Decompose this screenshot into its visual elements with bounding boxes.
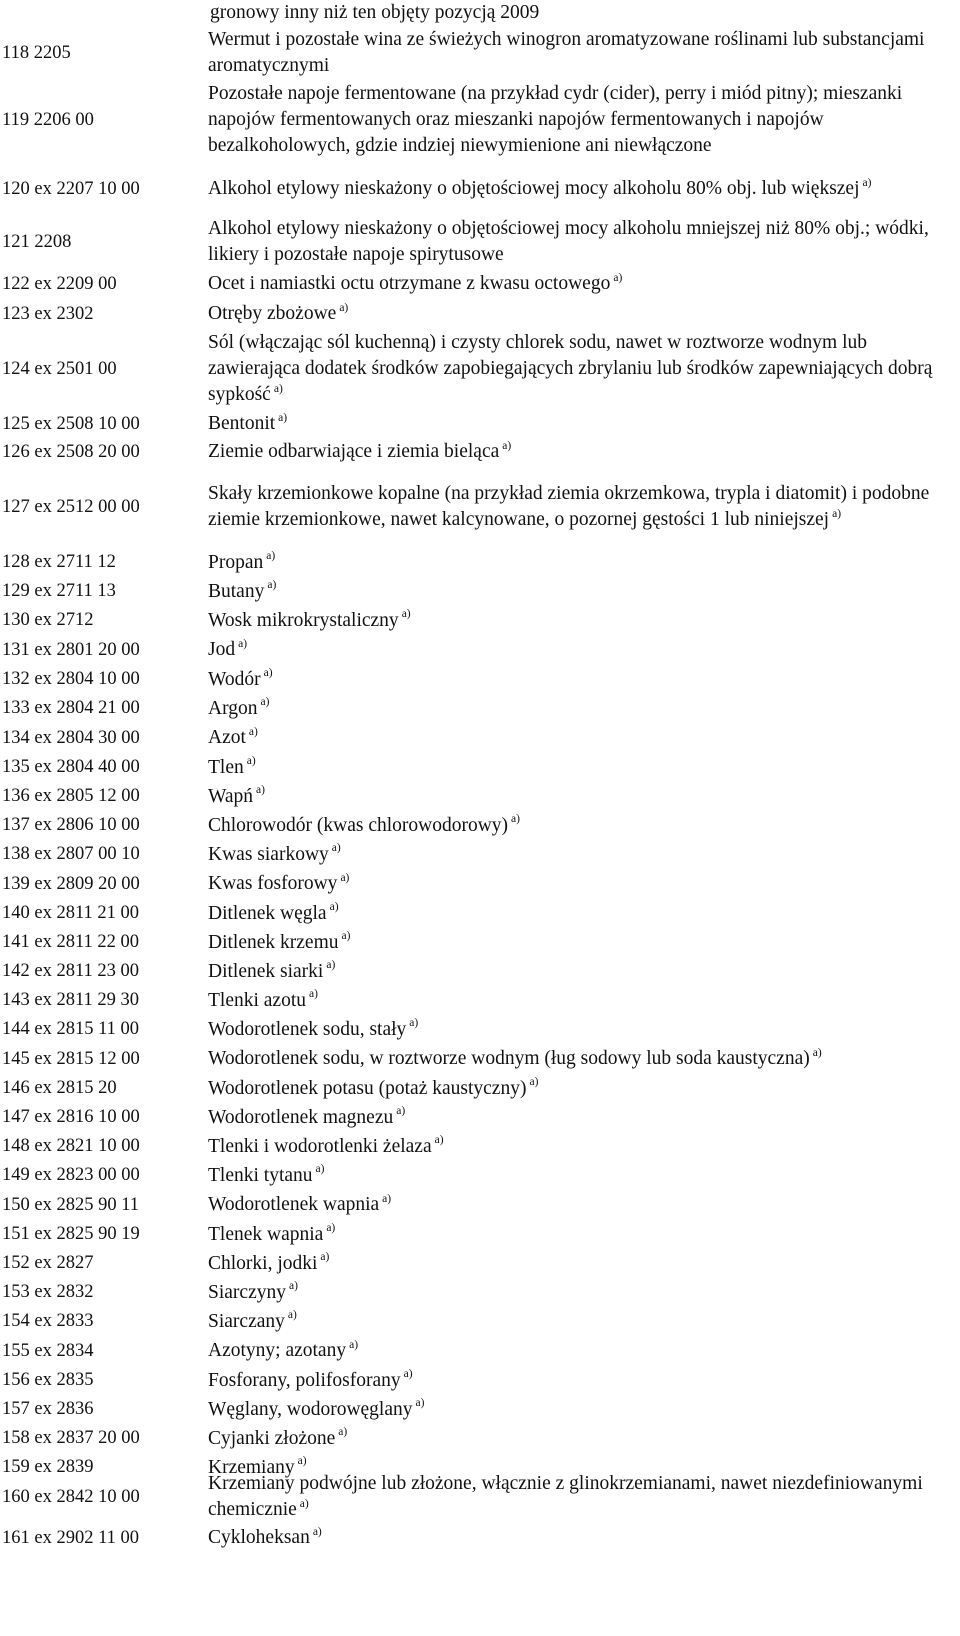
- tariff-code: 160 ex 2842 10 00: [2, 1486, 140, 1507]
- goods-description: [200, 930, 952, 956]
- description-text: Skały krzemionkowe kopalne (na przykład ziemia okrzemkowa, trypla i diatomit) i podobne ziemie krzemionkowe, nawet kalcynowane, o pozornej gęstości 1 lub niniejszej: [208, 483, 930, 530]
- table-row: [0, 753, 960, 782]
- table-row: [0, 723, 960, 753]
- tariff-code: 137 ex 2806 10 00: [2, 815, 140, 835]
- description-text: Tlenki azotu: [208, 989, 307, 1011]
- goods-description: [200, 959, 952, 985]
- table-row: [0, 899, 960, 928]
- description-text: Krzemiany podwójne lub złożone, włącznie z glinokrzemianami, nawet niezdefiniowanymi chemicznie: [208, 1473, 923, 1520]
- goods-description: [200, 667, 952, 693]
- goods-description: [200, 411, 952, 437]
- description-text: Kwas siarkowy: [208, 843, 329, 865]
- goods-description: [200, 271, 952, 297]
- tariff-code: 126 ex 2508 20 00: [2, 441, 140, 462]
- goods-description: [200, 871, 952, 897]
- tariff-code: 149 ex 2823 00 00: [2, 1165, 140, 1185]
- footnote-marker: a): [409, 1017, 419, 1029]
- tariff-code: 135 ex 2804 40 00: [2, 757, 140, 777]
- footnote-marker: a): [297, 1455, 307, 1467]
- footnote-marker: a): [434, 1134, 444, 1146]
- footnote-marker: a): [312, 1525, 322, 1538]
- tariff-code: 144 ex 2815 11 00: [2, 1019, 140, 1039]
- goods-description: [200, 637, 952, 663]
- description-text: Ditlenek krzemu: [208, 931, 339, 953]
- goods-description: [200, 81, 952, 159]
- table-row: [0, 869, 960, 899]
- goods-description: [200, 481, 952, 533]
- goods-description: [200, 1525, 952, 1551]
- goods-description: [200, 1368, 952, 1394]
- goods-description: [200, 755, 952, 781]
- description-text: Chlorowodór (kwas chlorowodorowy): [208, 814, 509, 836]
- description-text: Wapń: [208, 785, 253, 807]
- tariff-code: 145 ex 2815 12 00: [2, 1048, 140, 1069]
- footnote-marker: a): [340, 871, 350, 884]
- tariff-code: 129 ex 2711 13: [2, 581, 116, 601]
- table-row: [0, 635, 960, 665]
- goods-description: [200, 1076, 952, 1102]
- footnote-marker: a): [326, 1222, 336, 1234]
- footnote-marker: a): [812, 1046, 822, 1059]
- tariff-code: 141 ex 2811 22 00: [2, 932, 140, 952]
- goods-description: [200, 813, 952, 839]
- table-row: [0, 928, 960, 957]
- table-row: [0, 78, 960, 162]
- description-text: Tlen: [208, 756, 244, 778]
- table-row: [0, 1249, 960, 1278]
- goods-description: [200, 301, 952, 327]
- tariff-code: 152 ex 2827: [2, 1253, 94, 1273]
- description-text: Wosk mikrokrystaliczny: [208, 609, 399, 631]
- tariff-code: 119 2206 00: [2, 109, 94, 130]
- footnote-marker: a): [329, 901, 339, 913]
- table-row: [0, 1074, 960, 1103]
- tariff-code: 153 ex 2832: [2, 1282, 94, 1302]
- tariff-code: 132 ex 2804 10 00: [2, 669, 140, 689]
- table-row: [0, 328, 960, 410]
- footnote-marker: a): [260, 696, 270, 708]
- table-row: [0, 1190, 960, 1220]
- footnote-marker: a): [320, 1251, 330, 1263]
- tariff-code: 146 ex 2815 20: [2, 1078, 117, 1098]
- goods-description: [200, 901, 952, 927]
- table-row: [0, 782, 960, 811]
- table-row: [0, 1424, 960, 1453]
- description-text: Propan: [208, 551, 264, 573]
- description-text: Azot: [208, 727, 246, 748]
- tariff-code: 133 ex 2804 21 00: [2, 698, 140, 718]
- description-text: Wodorotlenek magnezu: [208, 1106, 394, 1128]
- description-text: Sól (włączając sól kuchenną) i czysty chlorek sodu, nawet w roztworze wodnym lub zawierająca dodatek środków zapobiegających zbrylaniu lub środków zapewniających dobrą sypkość: [208, 332, 933, 405]
- description-text: Wodorotlenek sodu, stały: [208, 1018, 407, 1040]
- footnote-marker: a): [288, 1280, 298, 1292]
- description-text: Pozostałe napoje fermentowane (na przykład cydr (cider), perry i miód pitny); mieszanki napojów fermentowanych oraz mieszanki napojów fermentowanych i napojów bezalkoholowych, gdzie indziej niewymienione ani niewłączone: [208, 83, 903, 156]
- description-text: Cyjanki złożone: [208, 1427, 336, 1449]
- table-row: [0, 665, 960, 694]
- tariff-code: 156 ex 2835: [2, 1370, 94, 1390]
- tariff-code: 136 ex 2805 12 00: [2, 786, 140, 806]
- footnote-marker: a): [396, 1105, 406, 1117]
- description-text: Wodorotlenek potasu (potaż kaustyczny): [208, 1077, 527, 1099]
- tariff-code: 118 2205: [2, 42, 71, 63]
- footnote-marker: a): [278, 411, 288, 424]
- goods-description: [200, 176, 952, 202]
- table-row: [0, 1473, 960, 1520]
- table-row: [0, 1132, 960, 1161]
- tariff-code: 125 ex 2508 10 00: [2, 413, 140, 434]
- description-text: Ziemie odbarwiające i ziemia bieląca: [208, 441, 500, 462]
- tariff-list: [0, 28, 960, 1564]
- table-row: [0, 548, 960, 577]
- table-row: [0, 466, 960, 548]
- tariff-code: 122 ex 2209 00: [2, 273, 117, 294]
- table-row: [0, 1366, 960, 1395]
- goods-description: [200, 1309, 952, 1335]
- footnote-marker: a): [326, 959, 336, 971]
- footnote-marker: a): [238, 637, 248, 650]
- footnote-marker: a): [299, 1497, 309, 1510]
- table-row: [0, 28, 960, 78]
- goods-description: [200, 1397, 952, 1423]
- goods-description: [200, 842, 952, 868]
- tariff-code: 161 ex 2902 11 00: [2, 1527, 140, 1548]
- description-text: Tlenki tytanu: [208, 1164, 313, 1186]
- footnote-marker: a): [331, 842, 341, 854]
- footnote-marker: a): [511, 813, 520, 825]
- continuation-line: gronowy inny niż ten objęty pozycją 2009: [210, 2, 540, 23]
- tariff-code: 148 ex 2821 10 00: [2, 1136, 140, 1156]
- tariff-code: 147 ex 2816 10 00: [2, 1107, 140, 1127]
- goods-description: [200, 608, 952, 634]
- footnote-marker: a): [832, 507, 842, 520]
- goods-description: [200, 1338, 952, 1364]
- footnote-marker: a): [267, 579, 277, 591]
- table-row: [0, 1103, 960, 1132]
- description-text: Tlenki i wodorotlenki żelaza: [208, 1135, 432, 1157]
- table-row: [0, 1395, 960, 1424]
- footnote-marker: a): [502, 439, 512, 452]
- footnote-marker: a): [246, 755, 256, 767]
- description-text: Tlenek wapnia: [208, 1223, 324, 1245]
- footnote-marker: a): [248, 725, 258, 738]
- tariff-code: 139 ex 2809 20 00: [2, 873, 140, 894]
- description-text: Ditlenek siarki: [208, 960, 324, 982]
- description-text: Siarczany: [208, 1310, 285, 1332]
- goods-description: [200, 216, 952, 268]
- description-text: Węglany, wodorowęglany: [208, 1398, 413, 1420]
- goods-description: [200, 1163, 952, 1189]
- table-row: [0, 811, 960, 840]
- tariff-code: 131 ex 2801 20 00: [2, 639, 140, 660]
- description-text: Jod: [208, 639, 236, 660]
- footnote-marker: a): [862, 176, 872, 189]
- footnote-marker: a): [529, 1076, 539, 1088]
- description-text: Cykloheksan: [208, 1527, 310, 1548]
- table-row: [0, 840, 960, 869]
- goods-description: [200, 1192, 952, 1218]
- footnote-marker: a): [256, 784, 265, 796]
- tariff-code: 150 ex 2825 90 11: [2, 1194, 140, 1215]
- tariff-code: 121 2208: [2, 231, 72, 252]
- goods-description: [200, 1251, 952, 1277]
- description-text: Wodorotlenek wapnia: [208, 1194, 380, 1215]
- goods-description: [200, 1105, 952, 1131]
- footnote-marker: a): [349, 1338, 359, 1351]
- table-row: [0, 606, 960, 635]
- tariff-code: 134 ex 2804 30 00: [2, 727, 140, 748]
- description-text: Ocet i namiastki octu otrzymane z kwasu octowego: [208, 273, 611, 294]
- description-text: Wodór: [208, 668, 261, 690]
- table-row: [0, 216, 960, 268]
- description-text: Alkohol etylowy nieskażony o objętościowej mocy alkoholu mniejszej niż 80% obj.; wódki, likiery i pozostałe napoje spirytusowe: [208, 218, 929, 265]
- description-text: Chlorki, jodki: [208, 1252, 318, 1274]
- goods-description: [200, 27, 952, 79]
- goods-description: [200, 1046, 952, 1072]
- tariff-code: 140 ex 2811 21 00: [2, 903, 140, 923]
- tariff-code: 157 ex 2836: [2, 1399, 94, 1419]
- table-row: [0, 1161, 960, 1190]
- tariff-code: 154 ex 2833: [2, 1311, 94, 1331]
- footnote-marker: a): [339, 301, 349, 314]
- goods-description: [200, 1017, 952, 1043]
- footnote-marker: a): [341, 930, 351, 942]
- footnote-marker: a): [401, 608, 411, 620]
- tariff-code: 120 ex 2207 10 00: [2, 178, 140, 199]
- description-text: Argon: [208, 697, 258, 719]
- table-row: [0, 986, 960, 1015]
- goods-description: [200, 1471, 952, 1523]
- table-row: [0, 268, 960, 300]
- goods-description: [200, 725, 952, 751]
- goods-description: [200, 579, 952, 605]
- description-text: Siarczyny: [208, 1281, 286, 1303]
- description-text: Bentonit: [208, 413, 276, 434]
- table-row: [0, 577, 960, 606]
- goods-description: [200, 1426, 952, 1452]
- goods-description: [200, 696, 952, 722]
- table-row: [0, 1307, 960, 1336]
- footnote-marker: a): [315, 1163, 325, 1175]
- description-text: Fosforany, polifosforany: [208, 1369, 401, 1391]
- tariff-code: 124 ex 2501 00: [2, 358, 117, 379]
- tariff-code: 155 ex 2834: [2, 1340, 94, 1361]
- tariff-code: 123 ex 2302: [2, 303, 94, 324]
- tariff-code: 127 ex 2512 00 00: [2, 496, 140, 517]
- footnote-marker: a): [338, 1426, 348, 1438]
- footnote-marker: a): [309, 988, 318, 1000]
- table-row: [0, 1336, 960, 1366]
- table-row: [0, 1278, 960, 1307]
- tariff-code: 151 ex 2825 90 19: [2, 1224, 140, 1244]
- description-text: Alkohol etylowy nieskażony o objętościowej mocy alkoholu 80% obj. lub większej: [208, 178, 860, 199]
- table-row: [0, 410, 960, 438]
- footnote-marker: a): [403, 1368, 413, 1380]
- description-text: Wermut i pozostałe wina ze świeżych winogron aromatyzowane roślinami lub substancjami aromatycznymi: [208, 29, 925, 76]
- table-row: [0, 162, 960, 216]
- tariff-code: 142 ex 2811 23 00: [2, 961, 140, 981]
- footnote-marker: a): [613, 271, 623, 284]
- goods-description: [200, 550, 952, 576]
- description-text: Ditlenek węgla: [208, 902, 327, 924]
- tariff-code: 158 ex 2837 20 00: [2, 1428, 140, 1448]
- footnote-marker: a): [415, 1397, 425, 1409]
- goods-description: [200, 988, 952, 1014]
- table-row: [0, 1220, 960, 1249]
- goods-description: [200, 1134, 952, 1160]
- table-row: [0, 438, 960, 466]
- goods-description: [200, 784, 952, 810]
- table-row: [0, 300, 960, 328]
- goods-description: [200, 439, 952, 465]
- goods-description: [200, 1280, 952, 1306]
- table-row: [0, 1044, 960, 1074]
- table-row: [0, 957, 960, 986]
- footnote-marker: a): [266, 550, 276, 562]
- description-text: Krzemiany: [208, 1456, 295, 1478]
- footnote-marker: a): [287, 1309, 297, 1321]
- table-row: [0, 1015, 960, 1044]
- description-text: Otręby zbożowe: [208, 303, 337, 324]
- tariff-code: 143 ex 2811 29 30: [2, 990, 140, 1010]
- table-row: [0, 694, 960, 723]
- tariff-code: 138 ex 2807 00 10: [2, 844, 140, 864]
- description-text: Kwas fosforowy: [208, 873, 338, 894]
- footnote-marker: a): [382, 1192, 392, 1205]
- goods-description: [200, 1222, 952, 1248]
- description-text: Wodorotlenek sodu, w roztworze wodnym (ług sodowy lub soda kaustyczna): [208, 1048, 810, 1069]
- footnote-marker: a): [273, 382, 283, 395]
- tariff-code: 130 ex 2712: [2, 610, 94, 630]
- tariff-code: 159 ex 2839: [2, 1457, 94, 1477]
- goods-description: [200, 330, 952, 408]
- tariff-code: 128 ex 2711 12: [2, 552, 116, 572]
- footnote-marker: a): [263, 667, 273, 679]
- description-text: Butany: [208, 580, 265, 602]
- description-text: Azotyny; azotany: [208, 1340, 347, 1361]
